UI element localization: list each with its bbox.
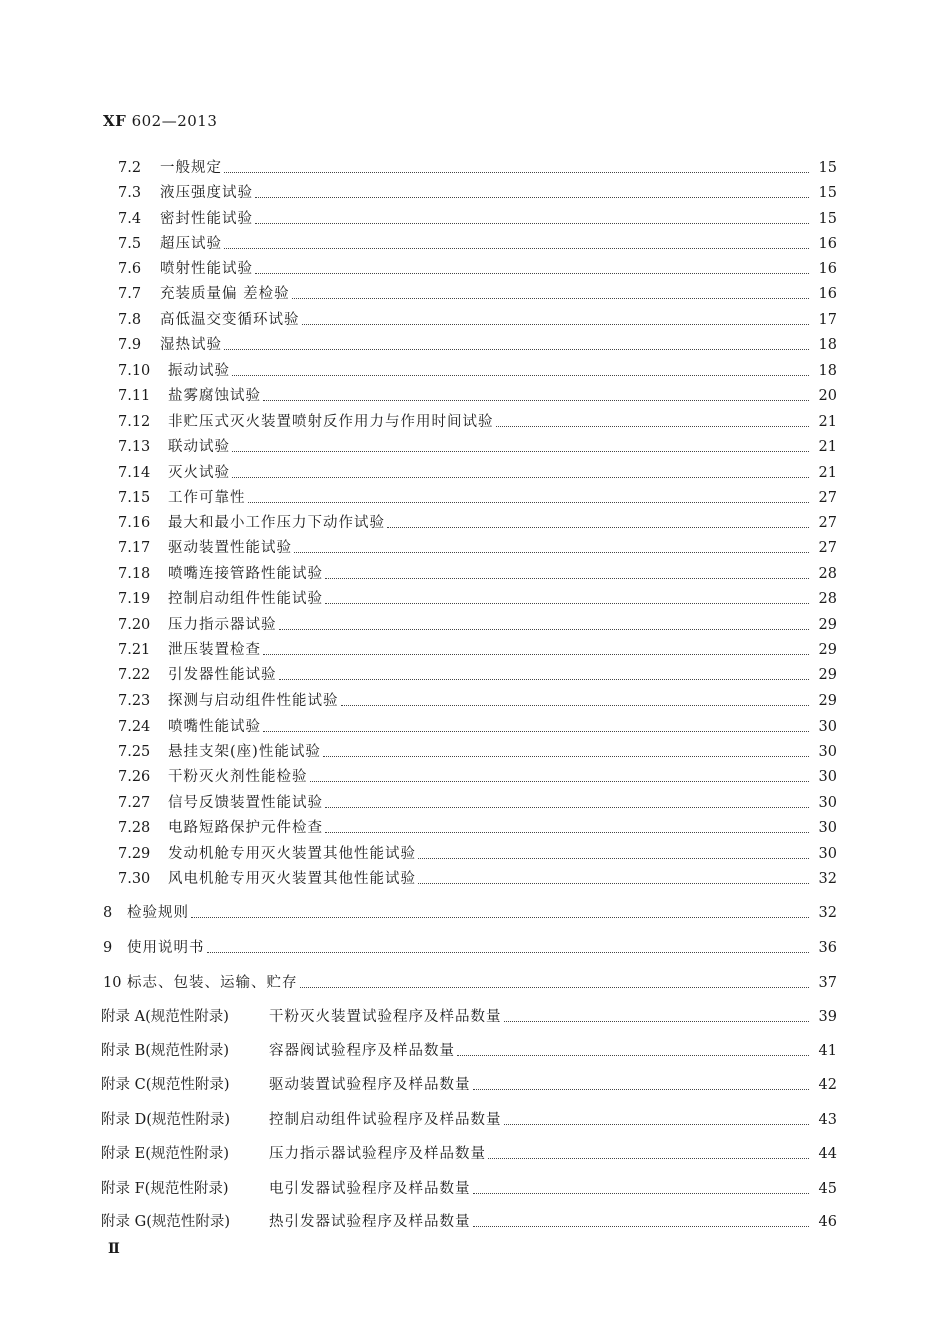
toc-entry-title: 容器阀试验程序及样品数量	[269, 1043, 455, 1059]
toc-entry-title: 热引发器试验程序及样品数量	[269, 1214, 471, 1230]
toc-entry-title: 最大和最小工作压力下动作试验	[168, 515, 385, 531]
dot-leader	[302, 324, 810, 325]
toc-entry-page: 28	[818, 591, 837, 607]
dot-leader	[488, 1158, 809, 1159]
toc-entry-title: 电路短路保护元件检查	[168, 820, 323, 836]
dot-leader	[232, 451, 809, 452]
toc-entry-number: 7.16	[118, 515, 151, 531]
toc-entry[interactable]	[118, 664, 837, 686]
dot-leader	[341, 705, 810, 706]
toc-entry-title: 标志、包装、运输、贮存	[127, 975, 298, 991]
toc-entry-title: 液压强度试验	[160, 185, 253, 201]
toc-entry-number: 附录 A(规范性附录)	[101, 1009, 229, 1025]
toc-entry[interactable]	[118, 208, 837, 230]
toc-entry-number: 8	[103, 905, 113, 921]
toc-entry-page: 28	[818, 566, 837, 582]
toc-entry-number: 附录 C(规范性附录)	[101, 1077, 230, 1093]
toc-entry-title: 信号反馈装置性能试验	[168, 795, 323, 811]
toc-entry-number: 10	[103, 975, 122, 991]
toc-entry-number: 7.28	[118, 820, 151, 836]
dot-leader	[418, 858, 809, 859]
dot-leader	[387, 527, 809, 528]
toc-entry-number: 7.26	[118, 769, 151, 785]
toc-entry-page: 30	[818, 769, 837, 785]
dot-leader	[232, 375, 809, 376]
toc-entry[interactable]	[118, 792, 837, 814]
toc-entry-title: 干粉灭火剂性能检验	[168, 769, 308, 785]
dot-leader	[325, 578, 809, 579]
toc-entry-page: 18	[818, 337, 837, 353]
toc-entry-title: 工作可靠性	[168, 490, 246, 506]
toc-entry-title: 喷射性能试验	[160, 261, 253, 277]
toc-entry[interactable]	[118, 411, 837, 433]
toc-entry[interactable]	[103, 937, 837, 959]
toc-entry[interactable]	[118, 334, 837, 356]
toc-entry-title: 风电机舱专用灭火装置其他性能试验	[168, 871, 416, 887]
dot-leader	[191, 917, 809, 918]
toc-entry-page: 36	[818, 940, 837, 956]
toc-entry-title: 控制启动组件性能试验	[168, 591, 323, 607]
toc-entry-number: 7.18	[118, 566, 151, 582]
dot-leader	[504, 1124, 810, 1125]
toc-entry-page: 20	[818, 388, 837, 404]
toc-entry-title: 控制启动组件试验程序及样品数量	[269, 1112, 502, 1128]
toc-entry[interactable]	[118, 690, 837, 712]
toc-entry[interactable]	[118, 868, 837, 890]
toc-entry[interactable]	[103, 972, 837, 994]
dot-leader	[292, 298, 809, 299]
toc-entry-page: 42	[818, 1077, 837, 1093]
toc-entry[interactable]	[118, 588, 837, 610]
toc-entry-title: 振动试验	[168, 363, 230, 379]
toc-entry-page: 21	[818, 439, 837, 455]
dot-leader	[325, 807, 809, 808]
toc-entry-page: 29	[818, 693, 837, 709]
toc-entry-number: 7.29	[118, 846, 151, 862]
toc-entry-number: 7.14	[118, 465, 151, 481]
toc-entry-page: 32	[818, 871, 837, 887]
toc-entry[interactable]	[118, 258, 837, 280]
toc-entry[interactable]	[103, 902, 837, 924]
toc-entry-title: 发动机舱专用灭火装置其他性能试验	[168, 846, 416, 862]
toc-entry-number: 附录 B(规范性附录)	[101, 1043, 230, 1059]
toc-entry-page: 16	[818, 286, 837, 302]
dot-leader	[310, 781, 810, 782]
toc-entry-title: 检验规则	[127, 905, 189, 921]
toc-entry-page: 30	[818, 744, 837, 760]
dot-leader	[300, 987, 810, 988]
toc-entry-number: 7.4	[118, 211, 142, 227]
dot-leader	[473, 1089, 810, 1090]
toc-entry[interactable]	[118, 385, 837, 407]
toc-entry-number: 7.19	[118, 591, 151, 607]
dot-leader	[255, 273, 809, 274]
toc-entry-page: 30	[818, 846, 837, 862]
toc-entry-title: 湿热试验	[160, 337, 222, 353]
toc-entry-title: 干粉灭火装置试验程序及样品数量	[269, 1009, 502, 1025]
toc-entry[interactable]	[101, 1211, 837, 1233]
toc-entry-number: 7.8	[118, 312, 142, 328]
standard-code: XF	[103, 112, 127, 130]
toc-entry-number: 7.13	[118, 439, 151, 455]
toc-entry-page: 21	[818, 465, 837, 481]
toc-entry-page: 43	[818, 1112, 837, 1128]
dot-leader	[263, 731, 809, 732]
toc-entry-number: 7.7	[118, 286, 142, 302]
toc-entry-number: 7.12	[118, 414, 151, 430]
dot-leader	[323, 756, 809, 757]
dot-leader	[263, 654, 809, 655]
toc-entry-page: 30	[818, 820, 837, 836]
toc-entry-page: 16	[818, 261, 837, 277]
toc-entry-title: 充装质量偏 差检验	[160, 286, 290, 302]
toc-entry-number: 7.30	[118, 871, 151, 887]
toc-entry-title: 高低温交变循环试验	[160, 312, 300, 328]
toc-entry[interactable]	[118, 716, 837, 738]
toc-entry[interactable]	[118, 563, 837, 585]
toc-entry[interactable]	[118, 283, 837, 305]
toc-entry-number: 7.27	[118, 795, 151, 811]
dot-leader	[473, 1226, 810, 1227]
toc-entry[interactable]	[118, 614, 837, 636]
toc-entry[interactable]	[118, 766, 837, 788]
dot-leader	[224, 349, 809, 350]
toc-entry-title: 盐雾腐蚀试验	[168, 388, 261, 404]
toc-entry-title: 压力指示器试验	[168, 617, 277, 633]
toc-entry[interactable]	[118, 157, 837, 179]
toc-entry-title: 悬挂支架(座)性能试验	[168, 744, 321, 760]
toc-entry[interactable]	[118, 512, 837, 534]
toc-entry-page: 18	[818, 363, 837, 379]
toc-entry[interactable]	[101, 1143, 837, 1165]
toc-entry-number: 附录 F(规范性附录)	[101, 1181, 229, 1197]
toc-entry-page: 44	[818, 1146, 837, 1162]
page-number-roman: Ⅱ	[108, 1241, 120, 1257]
toc-entry[interactable]	[118, 436, 837, 458]
dot-leader	[473, 1193, 810, 1194]
dot-leader	[294, 552, 809, 553]
toc-entry-page: 15	[818, 185, 837, 201]
toc-entry-title: 探测与启动组件性能试验	[168, 693, 339, 709]
toc-entry-number: 7.2	[118, 160, 142, 176]
toc-entry-number: 附录 G(规范性附录)	[101, 1214, 231, 1230]
toc-entry-page: 37	[818, 975, 837, 991]
toc-entry-number: 7.5	[118, 236, 142, 252]
toc-entry-page: 15	[818, 160, 837, 176]
toc-entry-page: 41	[818, 1043, 837, 1059]
toc-entry-title: 超压试验	[160, 236, 222, 252]
toc-entry-page: 27	[818, 490, 837, 506]
toc-entry-title: 驱动装置性能试验	[168, 540, 292, 556]
toc-entry-number: 7.25	[118, 744, 151, 760]
toc-entry[interactable]	[101, 1109, 837, 1131]
toc-entry-number: 7.3	[118, 185, 142, 201]
toc-entry-page: 45	[818, 1181, 837, 1197]
toc-entry-number: 附录 E(规范性附录)	[101, 1146, 230, 1162]
toc-entry-number: 7.20	[118, 617, 151, 633]
toc-entry[interactable]	[101, 1178, 837, 1200]
toc-entry-page: 32	[818, 905, 837, 921]
toc-entry-title: 密封性能试验	[160, 211, 253, 227]
toc-entry-title: 一般规定	[160, 160, 222, 176]
toc-entry[interactable]	[118, 309, 837, 331]
toc-entry-number: 7.9	[118, 337, 142, 353]
toc-entry-number: 7.17	[118, 540, 151, 556]
toc-entry-number: 7.22	[118, 667, 151, 683]
standard-number: 602—2013	[131, 112, 218, 130]
dot-leader	[263, 400, 809, 401]
toc-entry-title: 使用说明书	[127, 940, 205, 956]
toc-entry-page: 15	[818, 211, 837, 227]
toc-entry-number: 9	[103, 940, 113, 956]
toc-entry-number: 7.10	[118, 363, 151, 379]
dot-leader	[207, 952, 810, 953]
dot-leader	[279, 629, 810, 630]
dot-leader	[279, 679, 810, 680]
toc-entry[interactable]	[101, 1074, 837, 1096]
toc-entry-number: 7.23	[118, 693, 151, 709]
toc-entry-title: 电引发器试验程序及样品数量	[269, 1181, 471, 1197]
toc-entry-page: 39	[818, 1009, 837, 1025]
toc-entry-title: 灭火试验	[168, 465, 230, 481]
toc-entry-page: 21	[818, 414, 837, 430]
toc-entry[interactable]	[118, 487, 837, 509]
toc-entry-number: 7.6	[118, 261, 142, 277]
toc-entry[interactable]	[118, 537, 837, 559]
toc-entry-page: 46	[818, 1214, 837, 1230]
toc-entry[interactable]	[101, 1006, 837, 1028]
toc-entry[interactable]	[118, 182, 837, 204]
toc-entry-number: 7.21	[118, 642, 151, 658]
toc-entry[interactable]	[118, 639, 837, 661]
toc-entry-page: 30	[818, 719, 837, 735]
dot-leader	[504, 1021, 810, 1022]
toc-entry-page: 29	[818, 642, 837, 658]
toc-entry[interactable]	[118, 233, 837, 255]
toc-entry-title: 引发器性能试验	[168, 667, 277, 683]
toc-entry-title: 喷嘴性能试验	[168, 719, 261, 735]
toc-entry[interactable]	[118, 843, 837, 865]
toc-entry-number: 附录 D(规范性附录)	[101, 1112, 231, 1128]
dot-leader	[248, 502, 810, 503]
dot-leader	[224, 172, 809, 173]
dot-leader	[255, 197, 809, 198]
dot-leader	[232, 477, 809, 478]
toc-entry-title: 非贮压式灭火装置喷射反作用力与作用时间试验	[168, 414, 494, 430]
toc-entry[interactable]	[118, 741, 837, 763]
toc-entry[interactable]	[118, 817, 837, 839]
dot-leader	[325, 832, 809, 833]
dot-leader	[418, 883, 809, 884]
toc-entry-number: 7.11	[118, 388, 151, 404]
toc-entry-number: 7.24	[118, 719, 151, 735]
toc-entry[interactable]	[118, 462, 837, 484]
toc-entry[interactable]	[101, 1040, 837, 1062]
toc-entry-page: 29	[818, 617, 837, 633]
dot-leader	[224, 248, 809, 249]
toc-entry-page: 27	[818, 515, 837, 531]
toc-entry-title: 压力指示器试验程序及样品数量	[269, 1146, 486, 1162]
dot-leader	[457, 1055, 809, 1056]
toc-entry-title: 泄压装置检查	[168, 642, 261, 658]
dot-leader	[325, 603, 809, 604]
toc-entry-page: 17	[818, 312, 837, 328]
toc-entry[interactable]	[118, 360, 837, 382]
toc-entry-page: 29	[818, 667, 837, 683]
toc-entry-page: 16	[818, 236, 837, 252]
dot-leader	[255, 223, 809, 224]
dot-leader	[496, 426, 810, 427]
toc-entry-title: 驱动装置试验程序及样品数量	[269, 1077, 471, 1093]
toc-entry-title: 喷嘴连接管路性能试验	[168, 566, 323, 582]
toc-entry-page: 27	[818, 540, 837, 556]
toc-entry-page: 30	[818, 795, 837, 811]
toc-entry-title: 联动试验	[168, 439, 230, 455]
toc-entry-number: 7.15	[118, 490, 151, 506]
